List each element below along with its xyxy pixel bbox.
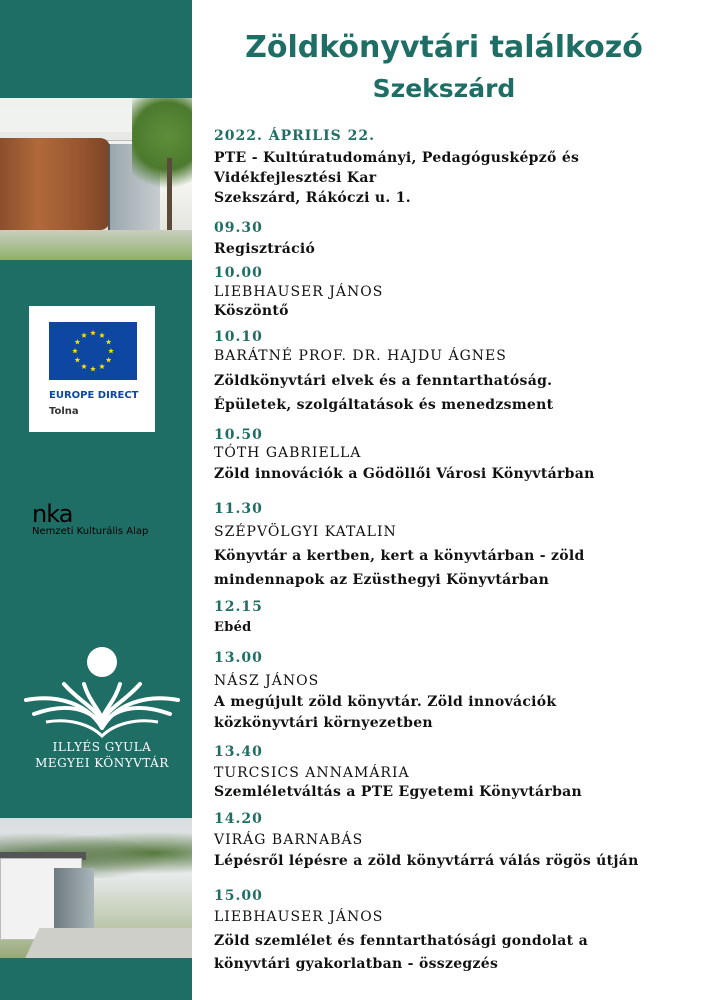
program-speaker: TURCSICS ANNAMÁRIA	[214, 765, 410, 781]
program-title: mindennapok az Ezüsthegyi Könyvtárban	[214, 572, 550, 588]
pavilion-glass	[54, 868, 94, 928]
program-title: Könyvtár a kertben, kert a könyvtárban - zöld	[214, 548, 585, 564]
eu-star-icon	[106, 339, 112, 344]
program-title: A megújult zöld könyvtár. Zöld innovációk	[214, 694, 557, 710]
eu-star-icon	[81, 364, 87, 369]
program-time: 10.00	[214, 265, 263, 281]
eu-star-icon	[108, 348, 114, 353]
venue-line-2: Vidékfejlesztési Kar	[214, 170, 377, 186]
eu-star-icon	[75, 357, 81, 362]
library-logo	[18, 644, 186, 774]
eu-star-icon	[81, 332, 87, 337]
program-time: 11.30	[214, 501, 263, 517]
eu-star-icon	[106, 357, 112, 362]
program-time: 10.50	[214, 427, 263, 443]
program-speaker: LIEBHAUSER JÁNOS	[214, 284, 384, 300]
nka-name: Nemzeti Kulturális Alap	[32, 526, 149, 537]
tree	[132, 98, 192, 202]
europe-direct-region: Tolna	[49, 406, 79, 417]
nka-mark: nka	[32, 500, 73, 528]
event-date: 2022. ÁPRILIS 22.	[214, 128, 376, 144]
program-title: Zöld innovációk a Gödöllői Városi Könyvtárban	[214, 466, 595, 482]
page-subtitle: Szekszárd	[372, 74, 516, 103]
program-title: Ebéd	[214, 620, 252, 635]
open-book-sun-icon	[18, 644, 186, 740]
faculty-building-photo	[0, 98, 192, 260]
copper-building	[0, 138, 110, 230]
walkway	[21, 928, 192, 958]
europe-direct-logo	[29, 306, 155, 432]
program-title: Épületek, szolgáltatások és menedzsment	[214, 397, 554, 413]
program-speaker: NÁSZ JÁNOS	[214, 673, 320, 689]
program-title: Szemléletváltás a PTE Egyetemi Könyvtárban	[214, 784, 583, 800]
program-time: 09.30	[214, 220, 263, 236]
library-name-line2: MEGYEI KÖNYVTÁR	[35, 756, 169, 770]
program-title: Zöldkönyvtári elvek és a fenntarthatóság.	[214, 373, 553, 389]
program-speaker: SZÉPVÖLGYI KATALIN	[214, 524, 397, 540]
program-time: 12.15	[214, 599, 263, 615]
page-title: Zöldkönyvtári találkozó	[245, 30, 643, 65]
program-title: Zöld szemlélet és fenntarthatósági gondolat a	[214, 933, 588, 949]
venue-line-1: PTE - Kultúratudományi, Pedagógusképző és	[214, 150, 580, 166]
library-name-line1: ILLYÉS GYULA	[52, 740, 152, 754]
eu-star-icon	[99, 364, 105, 369]
program-speaker: LIEBHAUSER JÁNOS	[214, 909, 384, 925]
lawn	[0, 230, 192, 260]
library-pavilion-photo	[0, 818, 192, 958]
program-time: 13.40	[214, 744, 263, 760]
program-title: Regisztráció	[214, 241, 316, 257]
nka-logo	[32, 500, 182, 544]
program-speaker: VIRÁG BARNABÁS	[214, 832, 364, 848]
program-title: Lépésről lépésre a zöld könyvtárrá válás rögös útján	[214, 853, 639, 869]
eu-star-icon	[99, 332, 105, 337]
program-title: könyvtári gyakorlatban - összegzés	[214, 956, 499, 972]
eu-star-icon	[72, 348, 78, 353]
program-time: 14.20	[214, 811, 263, 827]
eu-star-icon	[90, 330, 96, 335]
program-speaker: BARÁTNÉ PROF. DR. HAJDU ÁGNES	[214, 348, 507, 364]
program-title: közkönyvtári környezetben	[214, 715, 433, 731]
venue-line-3: Szekszárd, Rákóczi u. 1.	[214, 190, 411, 206]
eu-star-icon	[75, 339, 81, 344]
program-time: 10.10	[214, 329, 263, 345]
europe-direct-title: EUROPE DIRECT	[49, 390, 139, 401]
program-title: Köszöntő	[214, 303, 289, 319]
program-speaker: TÓTH GABRIELLA	[214, 445, 362, 461]
eu-flag-icon	[49, 322, 137, 380]
program-time: 13.00	[214, 650, 263, 666]
program-time: 15.00	[214, 888, 263, 904]
eu-star-icon	[90, 366, 96, 371]
